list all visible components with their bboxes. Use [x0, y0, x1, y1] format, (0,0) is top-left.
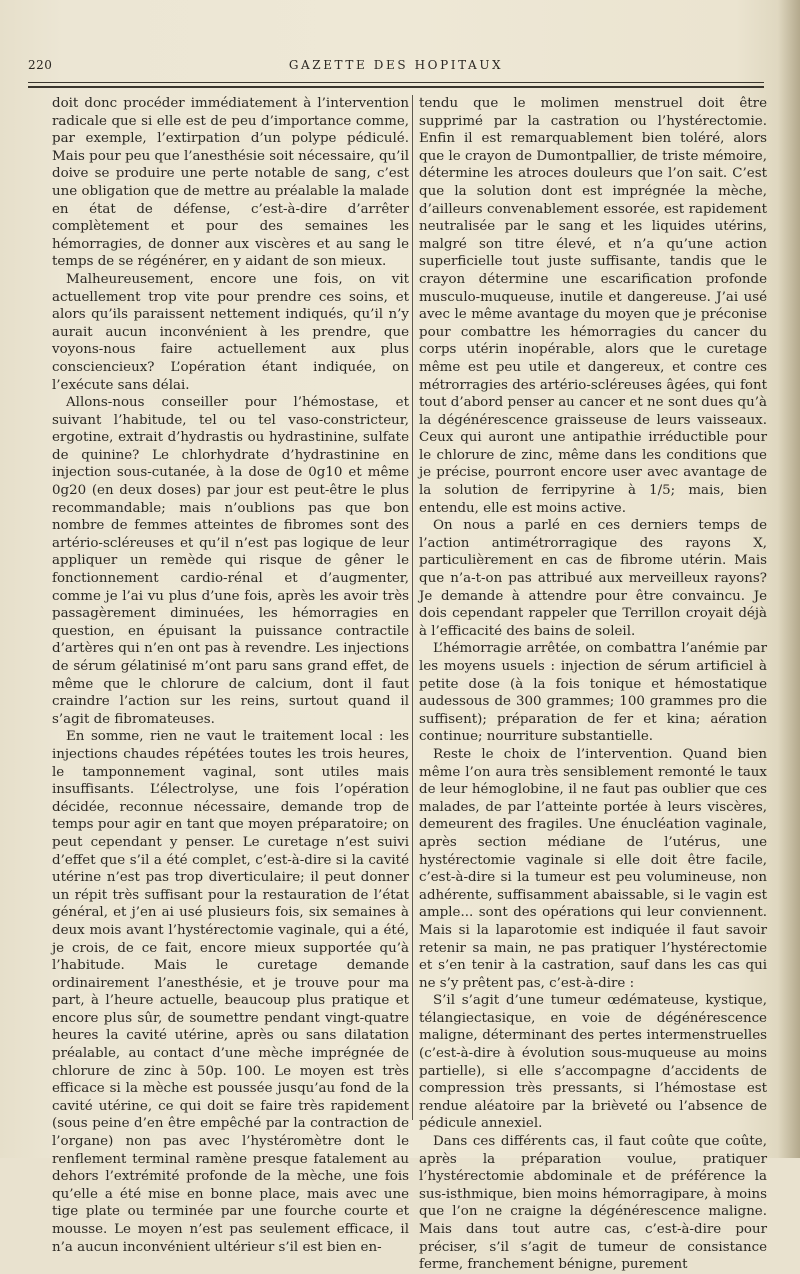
paragraph: En somme, rien ne vaut le traitement local : les injections chaudes répétées toutes les trois heures, le tamponnement vaginal, sont utiles mais insuffisants. L’électrolyse, une fois l’opération décidée, reconnue nécessaire, demande trop de temps pour agir en tant que moyen préparatoire; on peut cependant y penser. Le curetage n’est suivi d’effet que s’il a été complet, c’est-à-dire si la cavité utérine n’est pas trop diverticulaire; il peut donner un répit très suffisant pour la restauration de l’état général, et j’en ai usé plusieurs fois, six semaines à deux mois avant l’hystérectomie vaginale, qui a été, je crois, de ce fait, encore mieux supportée qu’à l’habitude. Mais le curetage demande ordinairement l’anesthésie, et je trouve pour ma part, à l’heure actuelle, beaucoup plus pratique et encore plus sûr, de soumettre pendant vingt-quatre heures la cavité utérine, après ou sans dilatation préalable, au contact d’une mèche imprégnée de chlorure de zinc à 50p. 100. Le moyen est très efficace si la mèche est poussée jusqu’au fond de la cavité utérine, ce qui doit se faire très rapidement (sous peine d’en être empêché par la contraction de l’organe) non pas avec l’hystéromètre dont le renflement terminal ramène presque fatalement au dehors l’extrémité profonde de la mèche, une fois qu’elle a été mise en bonne place, mais avec une tige plate ou terminée par une fourche courte et mousse. Le moyen n’est pas seulement efficace, il n’a aucun inconvénient ultérieur s’il est bien en-: [52, 729, 409, 1255]
paragraph: Dans ces différents cas, il faut coûte que coûte, après la préparation voulue, pratiquer l’hystérectomie abdominale et de préférence la sus-isthmique, bien moins hémorragipare, à moins que l’on ne craigne la dégénérescence maligne. Mais dans tout autre cas, c’est-à-dire pour préciser, s’il s’agit de tumeur de consistance ferme, franchement bénigne, purement: [419, 1134, 767, 1273]
paragraph: On nous a parlé en ces derniers temps de l’action antimétrorragique des rayons X, particulièrement en cas de fibrome utérin. Mais que n’a-t-on pas attribué aux merveilleux rayons? Je demande à attendre pour être convaincu. Je dois cependant rappeler que Terrillon croyait déjà à l’efficacité des bains de soleil.: [419, 518, 767, 639]
header-rule-double: [28, 86, 764, 88]
page-header: [28, 58, 764, 80]
left-column: [52, 95, 409, 1256]
right-column: [419, 95, 767, 1274]
paragraph: tendu que le molimen menstruel doit être supprimé par la castration ou l’hystérectomie. Enfin il est remarquablement bien toléré, alors que le crayon de Dumontpallier, de triste mémoire, détermine les atroces douleurs que l’on sait. C’est que la solution dont est imprégnée la mèche, d’ailleurs convenablement essorée, est rapidement neutralisée par le sang et les liquides utérins, malgré son titre élevé, et n’a qu’une action superficielle tout juste suffisante, tandis que le crayon détermine une escarification profonde musculo-muqueuse, inutile et dangereuse. J’ai usé avec le même avantage du moyen que je préconise pour combattre les hémorragies du cancer du corps utérin inopérable, alors que le curetage même est peu utile et dangereux, et contre ces métrorragies des artério-scléreuses âgées, qui font tout d’abord penser au cancer et ne sont dues qu’à la dégénérescence graisseuse de leurs vaisseaux. Ceux qui auront une antipathie irréductible pour le chlorure de zinc, même dans les conditions que je précise, pourront encore user avec avantage de la solution de ferripyrine à 1/5; mais, bien entendu, elle est moins active.: [419, 96, 767, 516]
paragraph: S’il s’agit d’une tumeur œdémateuse, kystique, télangiectasique, en voie de dégénérescence maligne, déterminant des pertes intermenstruelles (c’est-à-dire à évolution sous-muqueuse au moins partielle), si elle s’accompagne d’accidents de compression très pressants, si l’hémostase est rendue aléatoire par la brièveté ou l’absence de pédicule annexiel.: [419, 993, 767, 1132]
column-divider: [412, 95, 413, 1120]
paragraph: Malheureusement, encore une fois, on vit actuellement trop vite pour prendre ces soins, et alors qu’ils paraissent nettement indiqués, qu’il n’y aurait aucun inconvénient à les prendre, que voyons-nous faire actuellement aux plus consciencieux? L’opération étant indiquée, on l’exécute sans délai.: [52, 271, 409, 393]
paragraph: Reste le choix de l’intervention. Quand bien même l’on aura très sensiblement remonté le taux de leur hémoglobine, il ne faut pas oublier que ces malades, de par l’atteinte portée à leurs viscères, demeurent des fragiles. Une énucléation vaginale, après section médiane de l’utérus, une hystérectomie vaginale si elle doit être facile, c’est-à-dire si la tumeur est peu volumineuse, non adhérente, suffisamment abaissable, si le vagin est ample... sont des opérations qui leur conviennent. Mais si la laparotomie est indiquée il faut savoir retenir sa main, ne pas pratiquer l’hystérectomie et s’en tenir à la castration, sauf dans les cas qui ne s’y prêtent pas, c’est-à-dire :: [419, 746, 767, 991]
paragraph: doit donc procéder immédiatement à l’intervention radicale que si elle est de peu d’importance comme, par exemple, l’extirpation d’un polype pédiculé. Mais pour peu que l’anesthésie soit nécessaire, qu’il doive se produire une perte notable de sang, c’est une obligation que de mettre au préalable la malade en état de défense, c’est-à-dire d’arrêter complètement et pour des semaines les hémorragies, de donner aux viscères et au sang le temps de se régénérer, en y aidant de son mieux.: [52, 96, 409, 270]
binding-shadow: [778, 0, 800, 1158]
paragraph: L’hémorragie arrêtée, on combattra l’anémie par les moyens usuels : injection de sérum artificiel à petite dose (à la fois tonique et hémostatique audessous de 300 grammes; 100 grammes pro die suffisent); préparation de fer et kina; aération continue; nourriture substantielle.: [419, 641, 767, 745]
paragraph: Allons-nous conseiller pour l’hémostase, et suivant l’habitude, tel ou tel vaso-constricteur, ergotine, extrait d’hydrastis ou hydrastinine, sulfate de quinine? Le chlorhydrate d’hydrastinine en injection sous-cutanée, à la dose de 0g10 et même 0g20 (en deux doses) par jour est peut-être le plus recommandable; mais n’oublions pas que bon nombre de femmes atteintes de fibromes sont des artério-scléreuses et qu’il n’est pas logique de leur appliquer un remède qui risque de gêner le fonctionnement cardio-rénal et d’augmenter, comme je l’ai vu plus d’une fois, après les avoir très passagèrement diminuées, les hémorragies en question, en épuisant la puissance contractile d’artères qui n’en ont pas à revendre. Les injections de sérum gélatinisé m’ont paru sans grand effet, de même que le chlorure de calcium, dont il faut craindre l’action sur les reins, surtout quand il s’agit de fibromateuses.: [52, 395, 409, 727]
page-number: 220: [28, 58, 53, 72]
journal-title: GAZETTE DES HOPITAUX: [288, 58, 504, 72]
header-rule: [28, 82, 764, 83]
